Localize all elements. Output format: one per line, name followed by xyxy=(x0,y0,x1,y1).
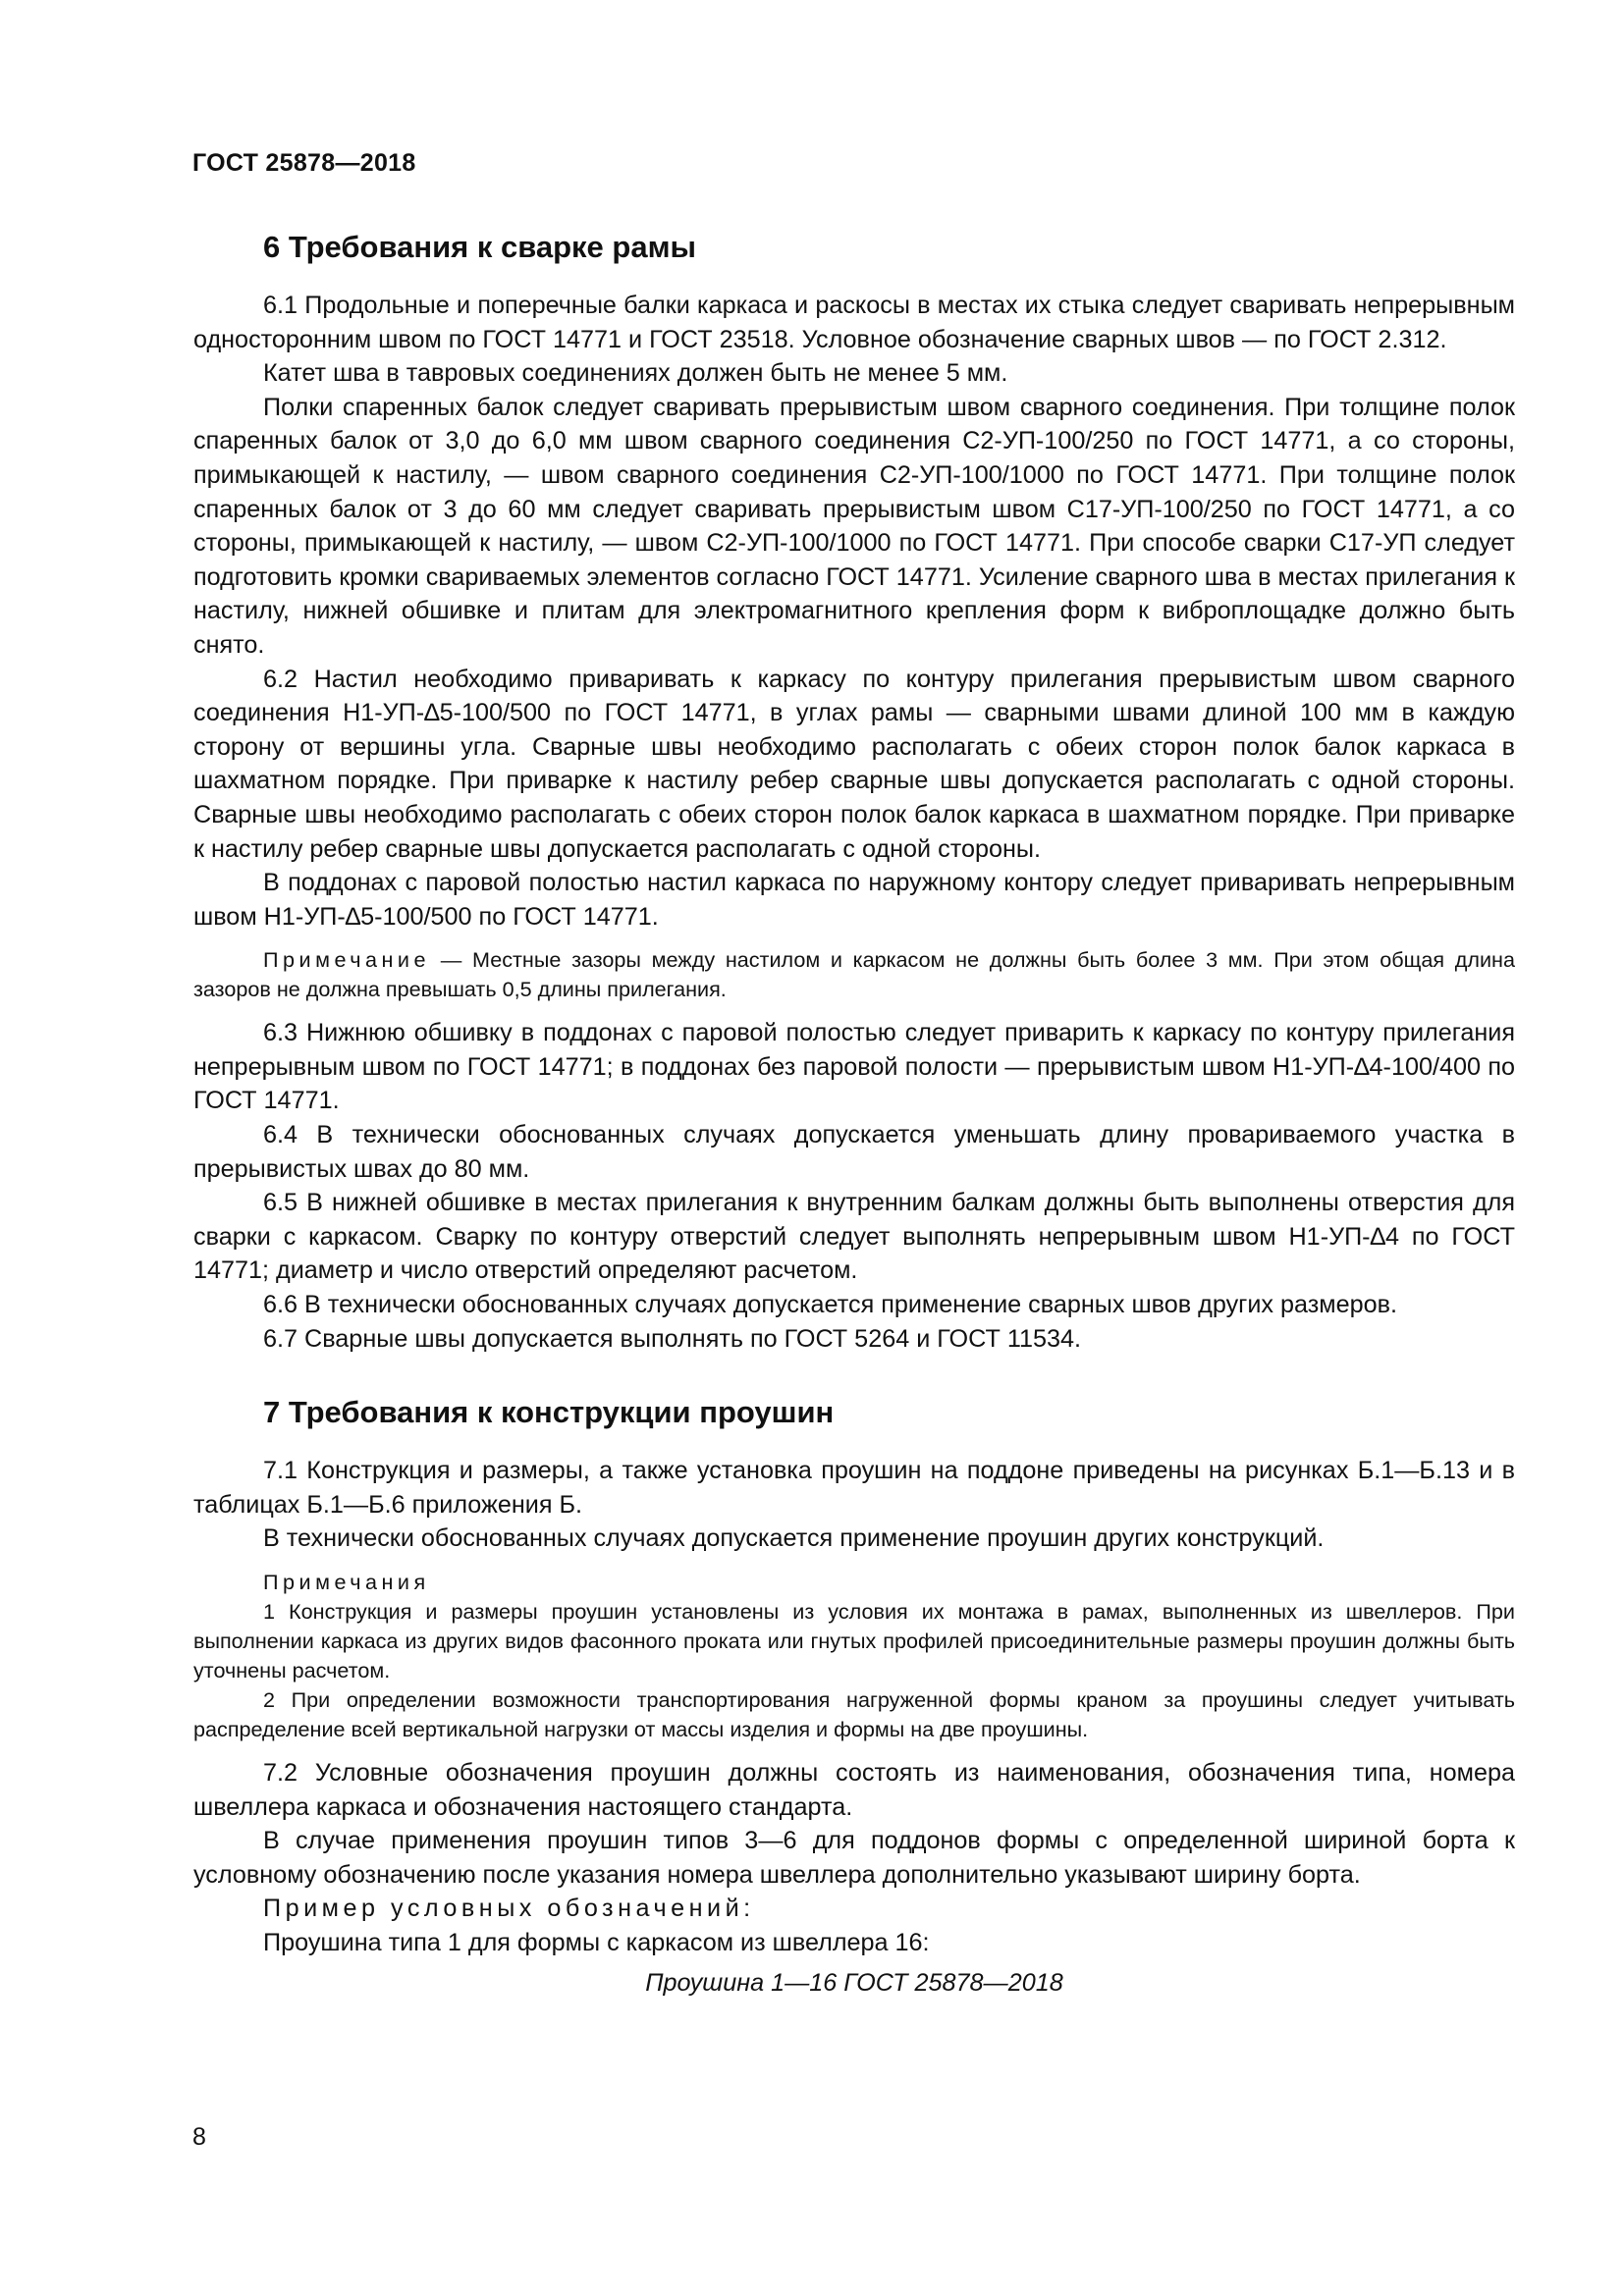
document-body xyxy=(193,228,1515,2000)
note-6-2 xyxy=(193,945,1515,1004)
paragraph-weld-leg: Катет шва в тавровых соединениях должен быть не менее 5 мм. xyxy=(263,359,1008,388)
paragraph-steam-cavity: В поддонах с паровой полостью настил каркаса по наружному контору следует приваривать непрерывным швом Н1-УП-∆5-100/500 по ГОСТ 14771. xyxy=(193,869,1515,931)
document-header: ГОСТ 25878—2018 xyxy=(192,149,416,177)
note-item-1: 1 Конструкция и размеры проушин установлены из условия их монтажа в рамах, выполненных из швеллеров. При выполнении каркаса из других видов фасонного проката или гнутых профилей присоединительные размеры проушин должны быть уточнены расчетом. xyxy=(193,1599,1515,1682)
page-number: 8 xyxy=(192,2123,206,2151)
paragraph-6-1: 6.1 Продольные и поперечные балки каркаса и раскосы в местах их стыка следует сваривать непрерывным односторонним швом по ГОСТ 14771 и ГОСТ 23518. Условное обозначение сварных швов — по ГОСТ 2.312. xyxy=(193,292,1515,353)
paragraph-flange-width: В случае применения проушин типов 3—6 для поддонов формы с определенной шириной борта к условному обозначению после указания номера швеллера дополнительно указывают ширину борта. xyxy=(193,1827,1515,1889)
note-label: Примечание xyxy=(263,947,430,973)
paragraph-6-4: 6.4 В технически обоснованных случаях допускается уменьшать длину провариваемого участка в прерывистых швах до 80 мм. xyxy=(193,1121,1515,1183)
example-designation: Проушина 1—16 ГОСТ 25878—2018 xyxy=(645,1968,1063,1997)
notes-7-1 xyxy=(193,1568,1515,1744)
notes-label: Примечания xyxy=(263,1570,430,1594)
paragraph-7-2: 7.2 Условные обозначения проушин должны состоять из наименования, обозначения типа, номера швеллера каркаса и обозначения настоящего стандарта. xyxy=(193,1759,1515,1821)
paragraph-6-3: 6.3 Нижнюю обшивку в поддонах с паровой полостью следует приварить к каркасу по контуру прилегания непрерывным швом по ГОСТ 14771; в поддонах без паровой полости — прерывистым швом Н1-УП-∆4-100/400 по ГОСТ 14771. xyxy=(193,1019,1515,1115)
paragraph-6-6: 6.6 В технически обоснованных случаях допускается применение сварных швов других размеров. xyxy=(263,1291,1398,1319)
section-7-title: 7 Требования к конструкции проушин xyxy=(263,1395,835,1430)
paragraph-paired-beams: Полки спаренных балок следует сваривать прерывистым швом сварного соединения. При толщине полок спаренных балок от 3,0 до 6,0 мм швом сварного соединения С2-УП-100/250 по ГОСТ 14771, а со стороны, примыкающей к настилу, — швом сварного соединения С2-УП-100/1000 по ГОСТ 14771. При толщине полок спаренных балок от 3 до 60 мм следует сваривать прерывистым швом С17-УП-100/250 по ГОСТ 14771, а со стороны, примыкающей к настилу, — швом С2-УП-100/1000 по ГОСТ 14771. При способе сварки С17-УП следует подготовить кромки свариваемых элементов согласно ГОСТ 14771. Усиление сварного шва в местах прилегания к настилу, нижней обшивке и плитам для электромагнитного крепления форм к виброплощадке должно быть снято. xyxy=(193,393,1515,659)
example-label: Пример условных обозначений: xyxy=(263,1895,755,1923)
paragraph-6-7: 6.7 Сварные швы допускается выполнять по ГОСТ 5264 и ГОСТ 11534. xyxy=(263,1324,1082,1353)
paragraph-6-5: 6.5 В нижней обшивке в местах прилегания к внутренним балкам должны быть выполнены отверстия для сварки с каркасом. Сварку по контуру отверстий следует выполнять непрерывным швом Н1-УП-∆4 по ГОСТ 14771; диаметр и число отверстий определяют расчетом. xyxy=(193,1189,1515,1285)
note-text xyxy=(193,945,1515,1004)
note-item-2: 2 При определении возможности транспортирования нагруженной формы краном за проушины следует учитывать распределение всей вертикальной нагрузки от массы изделия и формы на две проушины. xyxy=(193,1687,1515,1741)
example-intro: Проушина типа 1 для формы с каркасом из швеллера 16: xyxy=(263,1928,930,1956)
paragraph-7-1: 7.1 Конструкция и размеры, а также установка проушин на поддоне приведены на рисунках Б.1—Б.13 и в таблицах Б.1—Б.6 приложения Б. xyxy=(193,1457,1515,1519)
paragraph-6-2: 6.2 Настил необходимо приваривать к каркасу по контуру прилегания прерывистым швом сварного соединения Н1-УП-∆5-100/500 по ГОСТ 14771, в углах рамы — сварными швами длиной 100 мм в каждую сторону от вершины угла. Сварные швы необходимо располагать с обеих сторон полок балок каркаса в шахматном порядке. При приварке к настилу ребер сварные швы допускается располагать с одной стороны. Сварные швы необходимо располагать с обеих сторон полок балок каркаса в шахматном порядке. При приварке к настилу ребер сварные швы допускается располагать с одной стороны. xyxy=(193,665,1515,863)
paragraph-other-designs: В технически обоснованных случаях допускается применение проушин других конструкций. xyxy=(263,1524,1325,1553)
note-body: — Местные зазоры между настилом и каркасом не должны быть более 3 мм. При этом общая длина зазоров не должна превышать 0,5 длины прилегания. xyxy=(193,947,1515,1002)
section-6-title: 6 Требования к сварке рамы xyxy=(263,230,696,264)
